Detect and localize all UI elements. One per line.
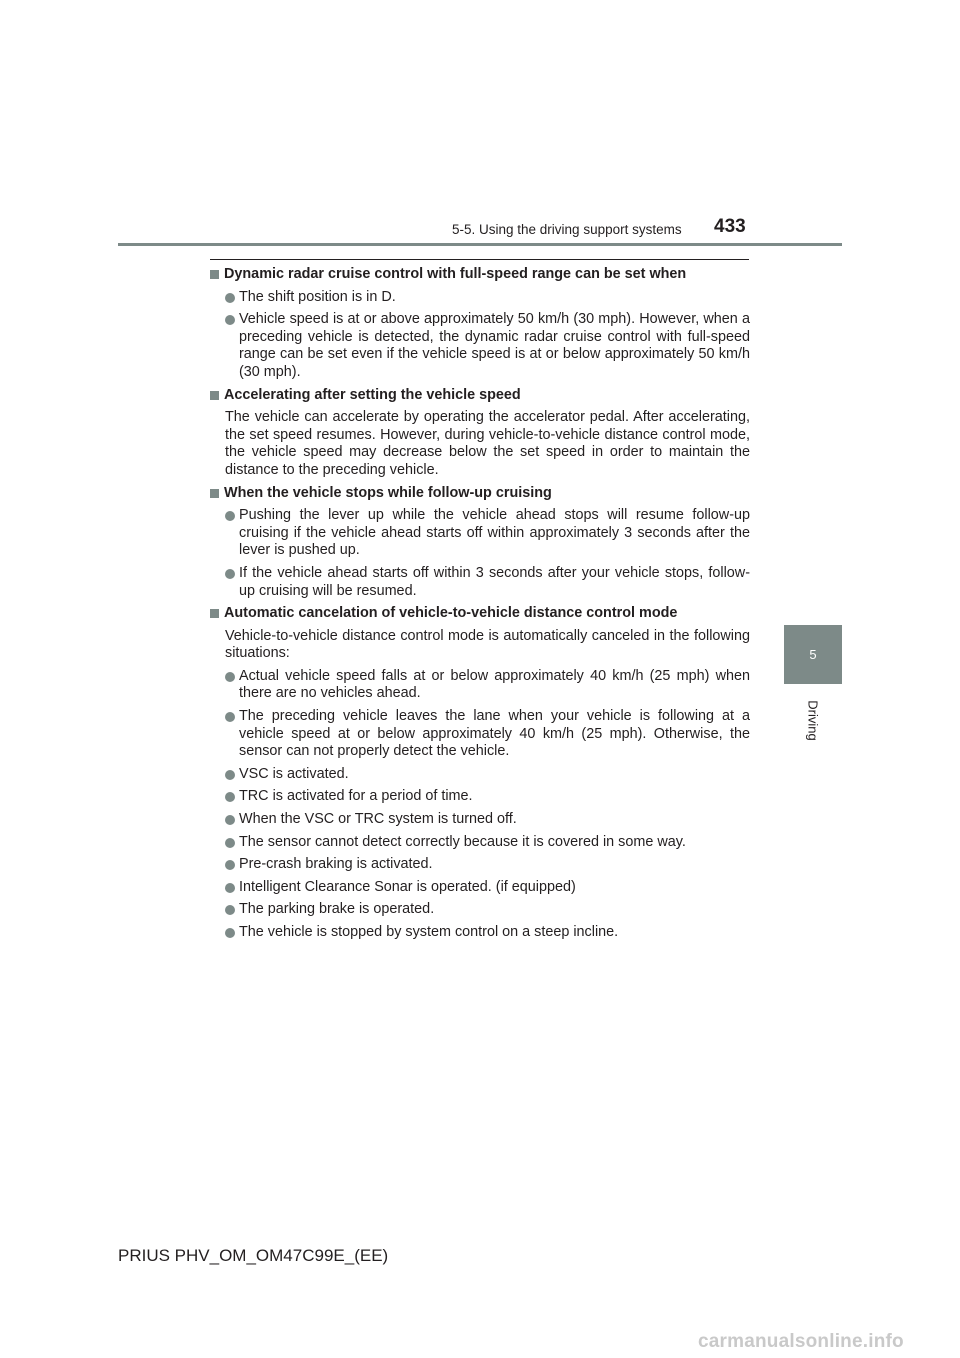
watermark[interactable]: carmanualsonline.info xyxy=(698,1331,904,1352)
circle-bullet-icon xyxy=(225,792,235,802)
circle-bullet-icon xyxy=(225,511,235,521)
bullet-text: VSC is activated. xyxy=(239,765,349,782)
section-heading-text: Accelerating after setting the vehicle speed xyxy=(224,386,521,403)
page-number: 433 xyxy=(714,216,746,237)
circle-bullet-icon xyxy=(225,815,235,825)
section-heading xyxy=(210,387,750,405)
bullet-item xyxy=(210,834,750,852)
section-heading-text: When the vehicle stops while follow-up cruising xyxy=(224,484,552,501)
circle-bullet-icon xyxy=(225,712,235,722)
bullet-text: Pre-crash braking is activated. xyxy=(239,856,433,873)
circle-bullet-icon xyxy=(225,293,235,303)
section-heading-text: Dynamic radar cruise control with full-speed range can be set when xyxy=(224,266,687,282)
bullet-text: The shift position is in D. xyxy=(239,288,396,305)
bullet-text: The preceding vehicle leaves the lane when your vehicle is following at a vehicle speed at or below approximately 40 km/h (25 mph). Otherwise, the sensor can not properly detect the vehicle. xyxy=(239,708,750,760)
main-content xyxy=(210,266,750,947)
circle-bullet-icon xyxy=(225,905,235,915)
bullet-item xyxy=(210,289,750,307)
bullet-item xyxy=(210,708,750,761)
circle-bullet-icon xyxy=(225,838,235,848)
bullet-item xyxy=(210,766,750,784)
section-heading xyxy=(210,605,750,623)
circle-bullet-icon xyxy=(225,672,235,682)
bullet-item xyxy=(210,565,750,600)
bullet-text: Pushing the lever up while the vehicle ahead stops will resume follow-up cruising if the vehicle ahead starts off within approximately 3 seconds after the lever is pushed up. xyxy=(239,507,750,559)
paragraph xyxy=(210,628,750,663)
bullet-item xyxy=(210,901,750,919)
bullet-text: Vehicle speed is at or above approximately 50 km/h (30 mph). However, when a preceding vehicle is detected, the dynamic radar cruise control with full-speed range can be set even if the vehicle speed is at or below approximately 50 km/h (30 mph). xyxy=(239,311,750,380)
square-bullet-icon xyxy=(210,489,219,498)
square-bullet-icon xyxy=(210,270,219,279)
bullet-text: If the vehicle ahead starts off within 3 seconds after your vehicle stops, follow-up cruising will be resumed. xyxy=(239,564,750,599)
bullet-text: The sensor cannot detect correctly because it is covered in some way. xyxy=(239,833,686,850)
bullet-item xyxy=(210,879,750,897)
paragraph-text: Vehicle-to-vehicle distance control mode is automatically canceled in the following situations: xyxy=(225,627,750,662)
section-heading xyxy=(210,485,750,503)
bullet-text: The vehicle is stopped by system control on a steep incline. xyxy=(239,924,619,940)
document-code: PRIUS PHV_OM_OM47C99E_(EE) xyxy=(118,1246,389,1265)
circle-bullet-icon xyxy=(225,928,235,938)
bullet-item xyxy=(210,811,750,829)
bullet-item xyxy=(210,507,750,560)
circle-bullet-icon xyxy=(225,883,235,893)
bullet-text: TRC is activated for a period of time. xyxy=(239,788,473,805)
bullet-text: When the VSC or TRC system is turned off. xyxy=(239,811,517,828)
chapter-number: 5 xyxy=(809,647,817,662)
chapter-label xyxy=(784,690,842,750)
paragraph xyxy=(210,409,750,479)
bullet-item xyxy=(210,668,750,703)
bullet-text: Intelligent Clearance Sonar is operated. (if equipped) xyxy=(239,878,576,895)
section-heading-text: Automatic cancelation of vehicle-to-vehicle distance control mode xyxy=(224,605,678,622)
section-title: 5-5. Using the driving support systems xyxy=(452,222,682,237)
bullet-text: The parking brake is operated. xyxy=(239,901,435,918)
paragraph-text: The vehicle can accelerate by operating the accelerator pedal. After accelerating, the set speed resumes. However, during vehicle-to-vehicle distance control mode, the vehicle speed may decrease below the set speed in order to maintain the distance to the preceding vehicle. xyxy=(225,409,750,478)
section-heading xyxy=(210,266,750,284)
bullet-item xyxy=(210,856,750,874)
chapter-tab[interactable] xyxy=(784,625,842,684)
content-divider xyxy=(210,259,749,260)
circle-bullet-icon xyxy=(225,315,235,325)
square-bullet-icon xyxy=(210,609,219,618)
bullet-item xyxy=(210,311,750,381)
circle-bullet-icon xyxy=(225,770,235,780)
circle-bullet-icon xyxy=(225,860,235,870)
bullet-item xyxy=(210,788,750,806)
header-divider xyxy=(118,243,842,246)
circle-bullet-icon xyxy=(225,569,235,579)
chapter-label-text: Driving xyxy=(805,699,821,741)
bullet-item xyxy=(210,924,750,942)
bullet-text: Actual vehicle speed falls at or below approximately 40 km/h (25 mph) when there are no vehicles ahead. xyxy=(239,667,750,702)
square-bullet-icon xyxy=(210,391,219,400)
